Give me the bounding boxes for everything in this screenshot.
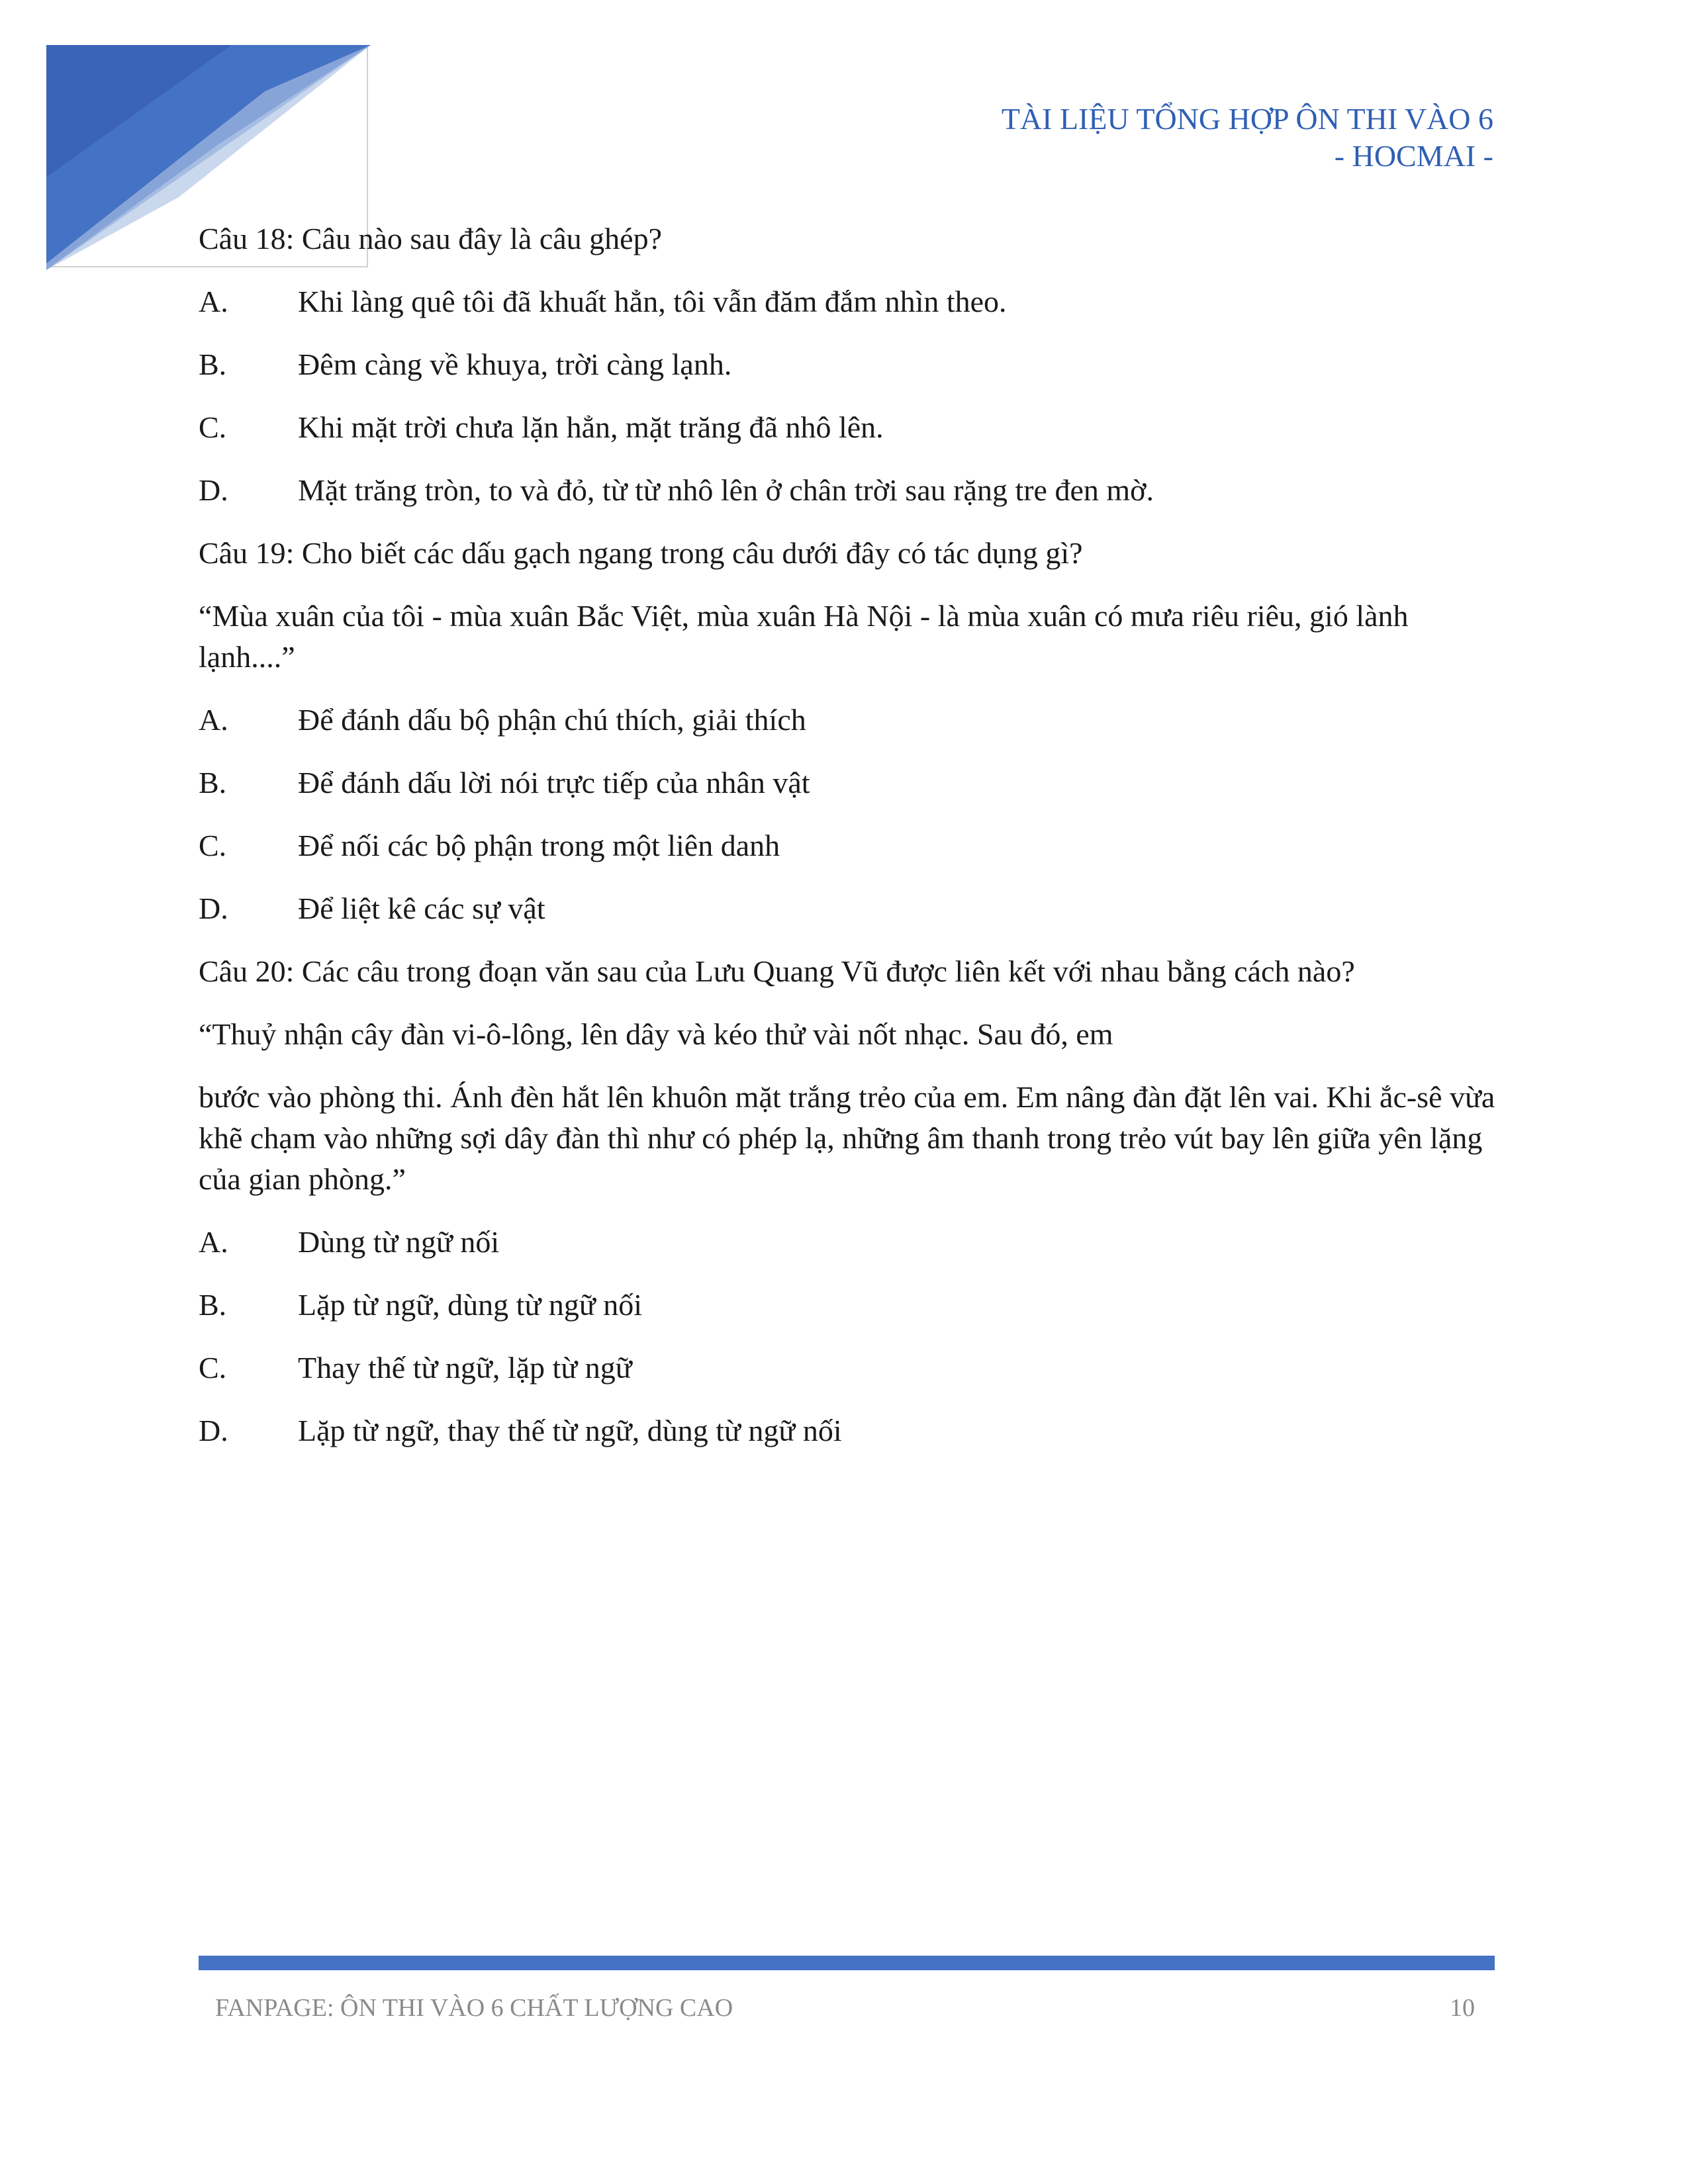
question-18-option-d <box>199 470 1496 511</box>
question-20-quote-line1: “Thuỷ nhận cây đàn vi-ô-lông, lên dây và kéo thử vài nốt nhạc. Sau đó, em <box>199 1017 1113 1051</box>
option-letter: B. <box>199 347 227 381</box>
question-18-option-b <box>199 344 1496 385</box>
question-19-option-c <box>199 825 1496 866</box>
question-19-option-a <box>199 700 1496 741</box>
page-header <box>1002 101 1493 175</box>
option-text: Để nối các bộ phận trong một liên danh <box>298 829 780 862</box>
option-letter: D. <box>199 1414 228 1447</box>
question-20-option-b <box>199 1285 1496 1326</box>
question-19-option-b <box>199 762 1496 803</box>
page-number: 10 <box>1450 1994 1475 2022</box>
option-text: Thay thế từ ngữ, lặp từ ngữ <box>298 1351 632 1385</box>
option-letter: A. <box>199 285 228 318</box>
option-text: Để liệt kê các sự vật <box>298 891 545 925</box>
question-20-prompt: Câu 20: Các câu trong đoạn văn sau của Lưu Quang Vũ được liên kết với nhau bằng cách nào? <box>199 954 1355 988</box>
question-19-quote: “Mùa xuân của tôi - mùa xuân Bắc Việt, mùa xuân Hà Nội - là mùa xuân có mưa riêu riêu, gió lành lạnh....” <box>199 599 1409 674</box>
option-text: Để đánh dấu lời nói trực tiếp của nhân vật <box>298 766 810 799</box>
document-body <box>199 218 1496 1473</box>
question-20-option-a <box>199 1222 1496 1263</box>
footer-divider <box>199 1956 1495 1970</box>
question-20-option-d <box>199 1410 1496 1451</box>
question-18-option-c <box>199 407 1496 448</box>
option-letter: C. <box>199 410 227 444</box>
option-text: Khi làng quê tôi đã khuất hẳn, tôi vẫn đăm đắm nhìn theo. <box>298 285 1007 318</box>
option-text: Mặt trăng tròn, to và đỏ, từ từ nhô lên ở chân trời sau rặng tre đen mờ. <box>298 473 1154 507</box>
option-letter: C. <box>199 829 227 862</box>
option-text: Đêm càng về khuya, trời càng lạnh. <box>298 347 732 381</box>
option-letter: A. <box>199 703 228 737</box>
option-text: Dùng từ ngữ nối <box>298 1225 500 1259</box>
question-20-option-c <box>199 1347 1496 1388</box>
option-letter: B. <box>199 1288 227 1322</box>
question-19-prompt: Câu 19: Cho biết các dấu gạch ngang trong câu dưới đây có tác dụng gì? <box>199 536 1083 570</box>
option-text: Lặp từ ngữ, dùng từ ngữ nối <box>298 1288 643 1322</box>
footer-fanpage: FANPAGE: ÔN THI VÀO 6 CHẤT LƯỢNG CAO <box>215 1994 733 2022</box>
option-letter: C. <box>199 1351 227 1385</box>
option-text: Lặp từ ngữ, thay thế từ ngữ, dùng từ ngữ nối <box>298 1414 842 1447</box>
option-letter: A. <box>199 1225 228 1259</box>
header-title: TÀI LIỆU TỔNG HỢP ÔN THI VÀO 6 <box>1001 102 1493 136</box>
header-subtitle: - HOCMAI - <box>1334 139 1493 173</box>
option-text: Để đánh dấu bộ phận chú thích, giải thích <box>298 703 806 737</box>
option-letter: D. <box>199 891 228 925</box>
option-text: Khi mặt trời chưa lặn hẳn, mặt trăng đã nhô lên. <box>298 410 884 444</box>
question-19-option-d <box>199 888 1496 929</box>
question-18-prompt: Câu 18: Câu nào sau đây là câu ghép? <box>199 222 662 255</box>
question-18-option-a <box>199 281 1496 322</box>
option-letter: B. <box>199 766 227 799</box>
option-letter: D. <box>199 473 228 507</box>
question-20-quote-line2: bước vào phòng thi. Ánh đèn hắt lên khuôn mặt trắng trẻo của em. Em nâng đàn đặt lên vai. Khi ắc-sê vừa khẽ chạm vào những sợi dây đàn thì như có phép lạ, những âm thanh trong trẻo vút bay lên giữa yên lặng của gian phòng.” <box>199 1080 1495 1196</box>
